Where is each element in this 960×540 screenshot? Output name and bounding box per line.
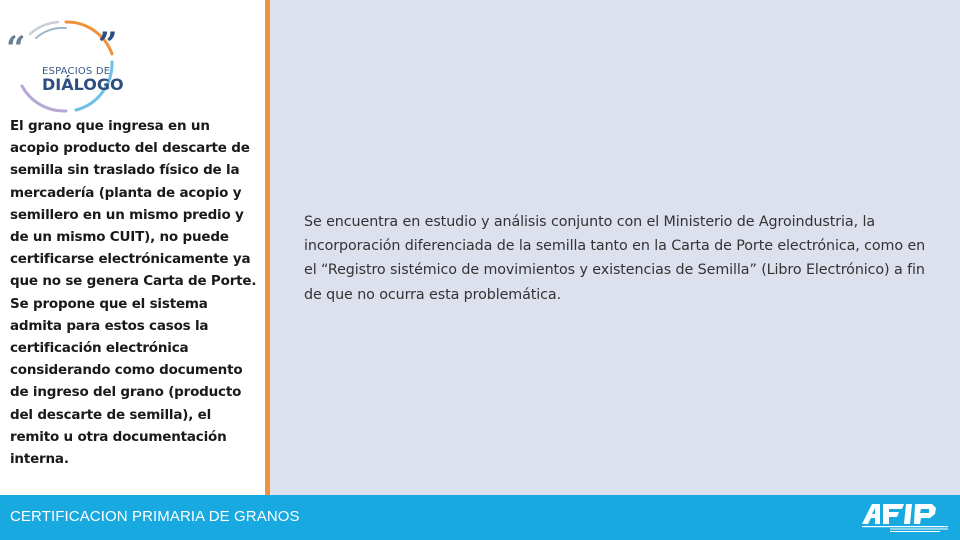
logo-line-2: DIÁLOGO <box>42 75 124 94</box>
logo-text <box>42 66 124 93</box>
logo-line-1: ESPACIOS DE <box>42 66 111 77</box>
answer-text: Se encuentra en estudio y análisis conjunto con el Ministerio de Agroindustria, la incorporación diferenciada de la semilla tanto en la Carta de Porte electrónica, como en el “Registro sistémico de movimientos y existencias de Semilla” (Libro Electrónico) a fin de que no ocurra esta problemática. <box>304 214 926 303</box>
footer-title: CERTIFICACION PRIMARIA DE GRANOS <box>10 508 300 525</box>
footer-bar <box>0 495 960 540</box>
afip-logo <box>860 500 950 534</box>
svg-text:”: ” <box>98 25 118 65</box>
espacios-de-dialogo-logo <box>6 14 126 114</box>
svg-text:“: “ <box>6 29 26 69</box>
question-panel <box>0 0 265 495</box>
question-text: El grano que ingresa en un acopio producto del descarte de semilla sin traslado físico de la mercadería (planta de acopio y semillero en un mismo predio y de un mismo CUIT), no puede certificarse electrónicamente ya que no se genera Carta de Porte. Se propone que el sistema admita para estos casos la certificación electrónica considerando como documento de ingreso del grano (producto del descarte de semilla), el remito u otra documentación interna. <box>10 118 257 468</box>
quote-marks-icon <box>6 14 126 114</box>
